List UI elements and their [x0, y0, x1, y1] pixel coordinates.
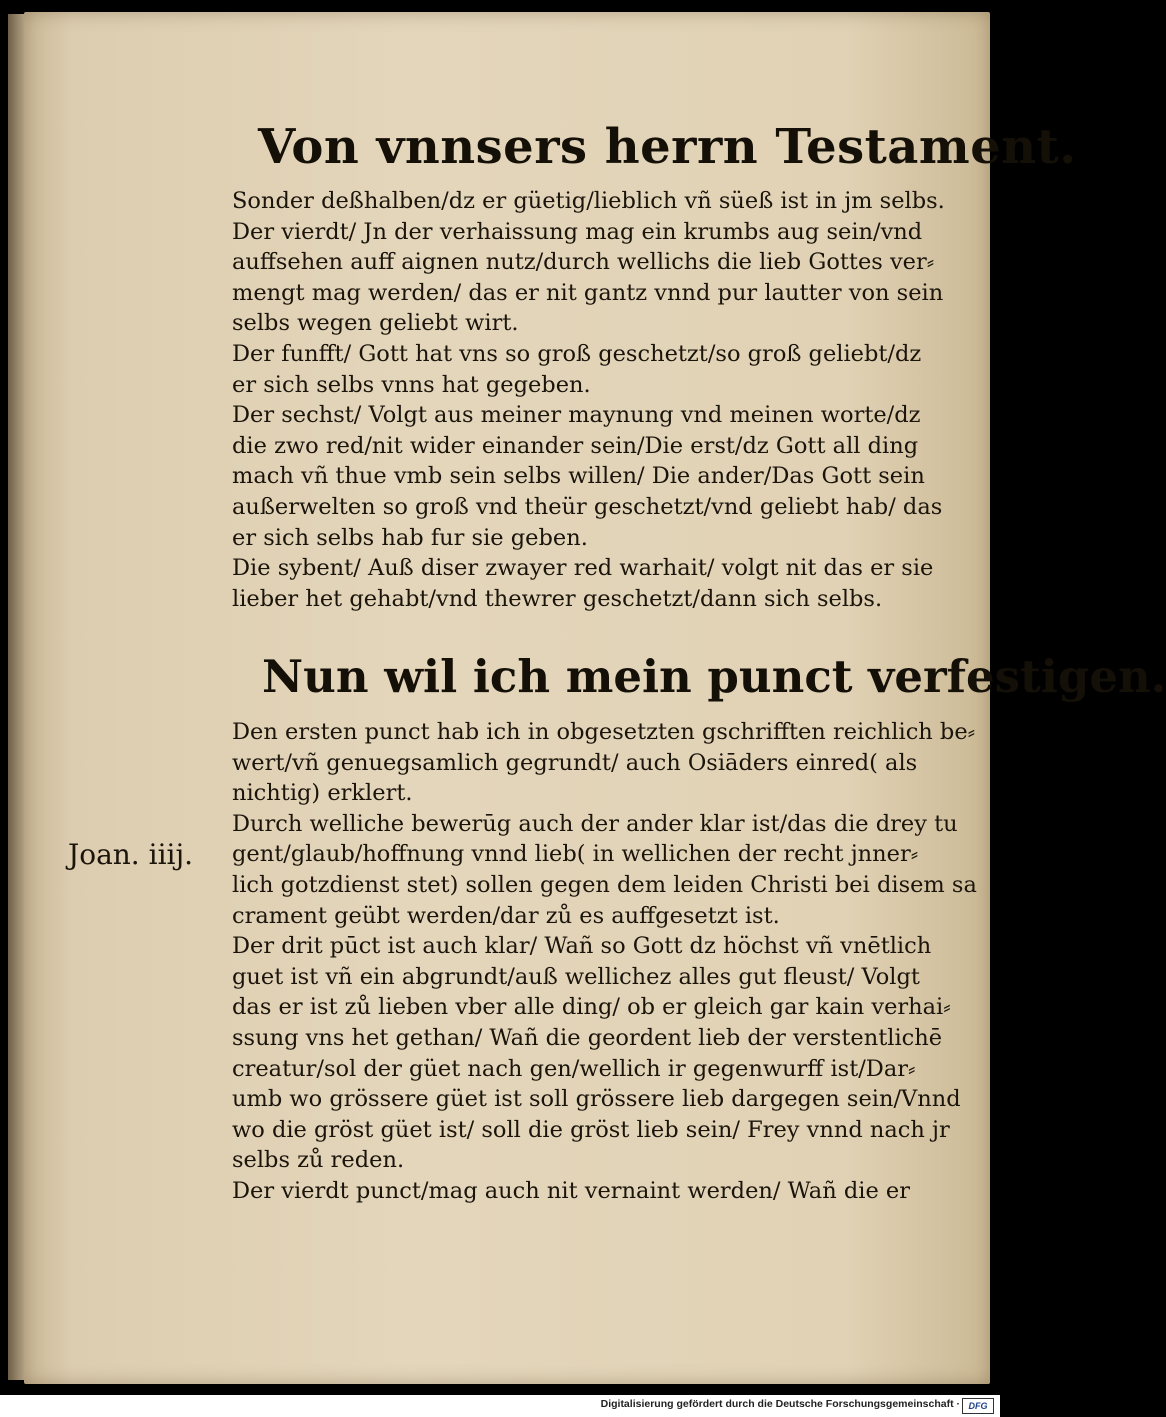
text-line: guet ist vñ ein abgrundt/auß wellichez alles gut fleust/ Volgt	[232, 963, 920, 990]
text-line: Der funfft/ Gott hat vns so groß geschetzt/so groß geliebt/dz	[232, 340, 922, 367]
margin-note: Joan. iiij.	[68, 838, 194, 871]
text-line: Der sechst/ Volgt aus meiner maynung vnd meinen worte/dz	[232, 402, 921, 429]
text-line: er sich selbs hab fur sie geben.	[232, 524, 588, 551]
text-line: außerwelten so groß vnd theür geschetzt/vnd geliebt hab/ das	[232, 493, 943, 520]
text-line: creatur/sol der güet nach gen/wellich ir gegenwurff ist/Dar⸗	[232, 1055, 916, 1082]
text-block-top	[232, 186, 974, 614]
text-line: mach vñ thue vmb sein selbs willen/ Die ander/Das Gott sein	[232, 463, 925, 490]
text-line: Der drit pūct ist auch klar/ Wañ so Gott dz höchst vñ vnētlich	[232, 933, 932, 960]
funding-credit: Digitalisierung gefördert durch die Deutsche Forschungsgemeinschaft ·	[600, 1398, 960, 1410]
text-line: Die sybent/ Auß diser zwayer red warhait/ volgt nit das er sie	[232, 555, 934, 582]
page-heading-bottom: Nun wil ich mein punct verfestigen.	[262, 650, 1166, 703]
text-line: lieber het gehabt/vnd thewrer geschetzt/dann sich selbs.	[232, 585, 883, 612]
text-line: crament geübt werden/dar zů es auffgesetzt ist.	[232, 902, 780, 929]
text-line: umb wo grössere güet ist soll grössere lieb dargegen sein/Vnnd	[232, 1086, 961, 1113]
footer-bar	[0, 1395, 1000, 1417]
text-line: wert/vñ genuegsamlich gegrundt/ auch Osiāders einred( als	[232, 749, 918, 776]
text-line: mengt mag werden/ das er nit gantz vnnd pur lautter von sein	[232, 279, 944, 306]
page-heading-top: Von vnnsers herrn Testament.	[258, 119, 1077, 175]
text-line: selbs zů reden.	[232, 1147, 405, 1174]
text-line: das er ist zů lieben vber alle ding/ ob er gleich gar kain verhai⸗	[232, 994, 951, 1021]
dfg-logo-icon: DFG	[962, 1398, 994, 1414]
text-line: Der vierdt/ Jn der verhaissung mag ein krumbs aug sein/vnd	[232, 218, 923, 245]
text-line: Sonder deßhalben/dz er güetig/lieblich vñ süeß ist in jm selbs.	[232, 188, 945, 214]
text-block-bottom	[232, 717, 977, 1207]
text-line: ssung vns het gethan/ Wañ die geordent lieb der verstentlichē	[232, 1024, 943, 1051]
text-line: wo die gröst güet ist/ soll die gröst lieb sein/ Frey vnnd nach jr	[232, 1116, 950, 1143]
text-line: nichtig) erklert.	[232, 780, 413, 807]
text-line: Den ersten punct hab ich in obgesetzten gschrifften reichlich be⸗	[232, 719, 976, 745]
text-line: auffsehen auff aignen nutz/durch wellichs die lieb Gottes ver⸗	[232, 249, 935, 276]
text-line: selbs wegen geliebt wirt.	[232, 310, 519, 337]
text-line: gent/glaub/hoffnung vnnd lieb( in wellichen der recht jnner⸗	[232, 841, 919, 868]
text-line: Durch welliche bewerūg auch der ander klar ist/das die drey tu	[232, 810, 958, 837]
text-line: lich gotzdienst stet) sollen gegen dem leiden Christi bei disem sa	[232, 871, 977, 898]
text-line: er sich selbs vnns hat gegeben.	[232, 371, 591, 398]
text-line: die zwo red/nit wider einander sein/Die erst/dz Gott all ding	[232, 432, 919, 459]
text-line: Der vierdt punct/mag auch nit vernaint werden/ Wañ die er	[232, 1177, 910, 1204]
